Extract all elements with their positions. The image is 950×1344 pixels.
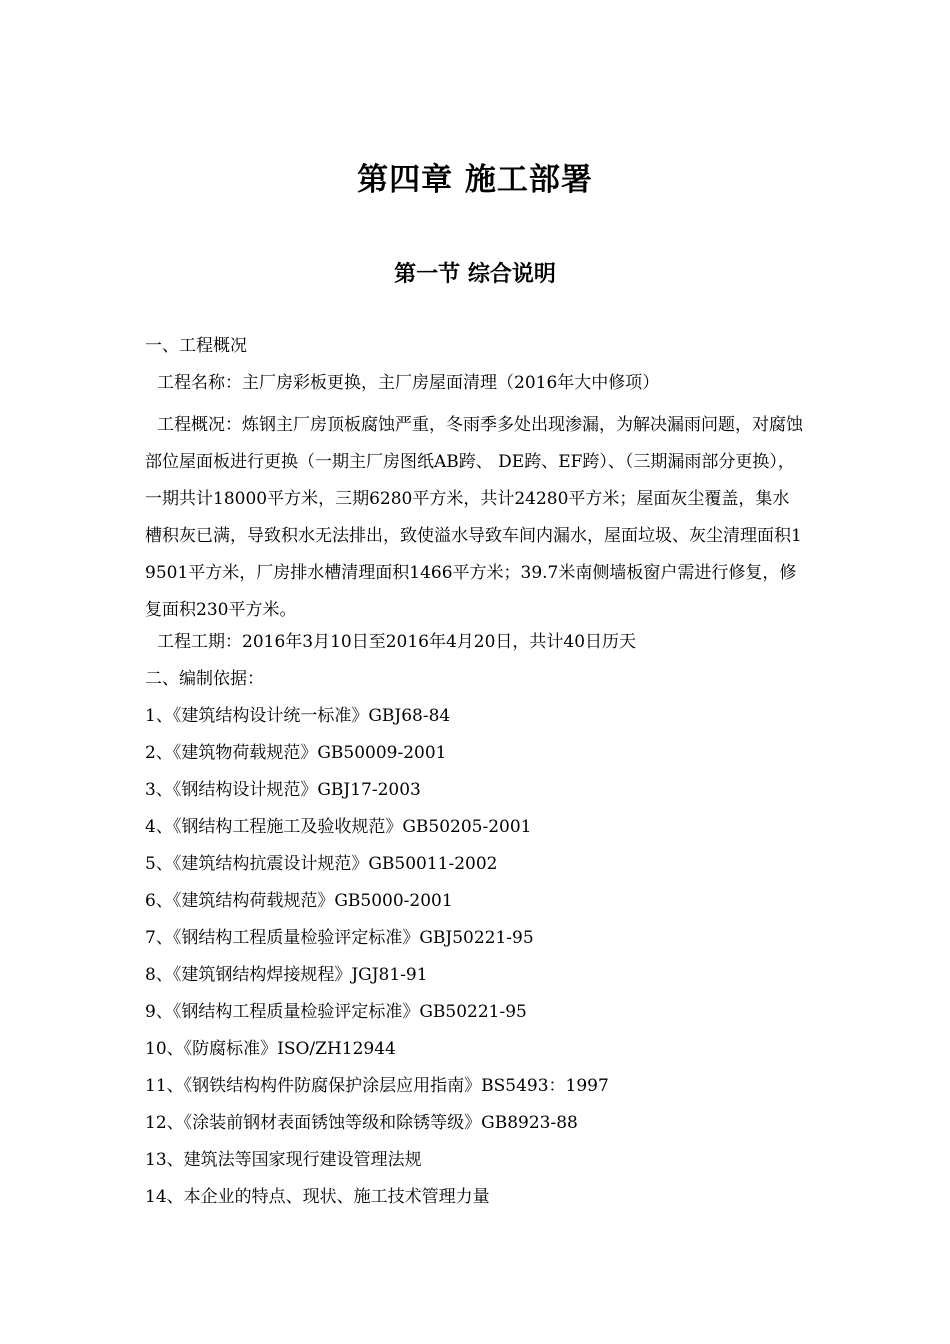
project-schedule-line: 工程工期：2016年3月10日至2016年4月20日，共计40日历天	[157, 632, 637, 652]
reference-item: 7、《钢结构工程质量检验评定标准》GBJ50221-95	[145, 928, 534, 948]
reference-item: 11、《钢铁结构构件防腐保护涂层应用指南》BS5493：1997	[145, 1076, 609, 1096]
project-name-line: 工程名称：主厂房彩板更换，主厂房屋面清理（2016年大中修项）	[157, 373, 660, 393]
reference-item: 8、《建筑钢结构焊接规程》JGJ81-91	[145, 965, 428, 985]
reference-item: 10、《防腐标准》ISO/ZH12944	[145, 1039, 396, 1059]
reference-item: 9、《钢结构工程质量检验评定标准》GB50221-95	[145, 1002, 527, 1022]
reference-item: 3、《钢结构设计规范》GBJ17-2003	[145, 780, 421, 800]
reference-item: 12、《涂装前钢材表面锈蚀等级和除锈等级》GB8923-88	[145, 1113, 578, 1133]
section-title: 第一节 综合说明	[394, 261, 556, 287]
reference-item: 13、建筑法等国家现行建设管理法规	[145, 1150, 422, 1170]
reference-item: 4、《钢结构工程施工及验收规范》GB50205-2001	[145, 817, 532, 837]
reference-item: 1、《建筑结构设计统一标准》GBJ68-84	[145, 706, 451, 726]
section-heading-basis: 二、编制依据：	[145, 669, 264, 689]
chapter-title: 第四章 施工部署	[357, 162, 593, 198]
section-heading-overview: 一、工程概况	[145, 336, 247, 356]
reference-list	[145, 703, 805, 1221]
reference-item: 14、本企业的特点、现状、施工技术管理力量	[145, 1187, 490, 1207]
reference-item: 5、《建筑结构抗震设计规范》GB50011-2002	[145, 854, 498, 874]
reference-item: 6、《建筑结构荷载规范》GB5000-2001	[145, 891, 453, 911]
document-body	[145, 333, 805, 1221]
reference-item: 2、《建筑物荷载规范》GB50009-2001	[145, 743, 447, 763]
project-overview-paragraph: 工程概况：炼钢主厂房顶板腐蚀严重，冬雨季多处出现渗漏，为解决漏雨问题，对腐蚀部位屋面板进行更换（一期主厂房图纸AB跨、 DE跨、EF跨）、（三期漏雨部分更换），一期共计18000平方米，三期6280平方米，共计24280平方米；屋面灰尘覆盖，集水槽积灰已满，导致积水无法排出，致使溢水导致车间内漏水，屋面垃圾、灰尘清理面积19501平方米，厂房排水槽清理面积1466平方米；39.7米南侧墙板窗户需进行修复，修复面积230平方米。	[145, 415, 803, 620]
